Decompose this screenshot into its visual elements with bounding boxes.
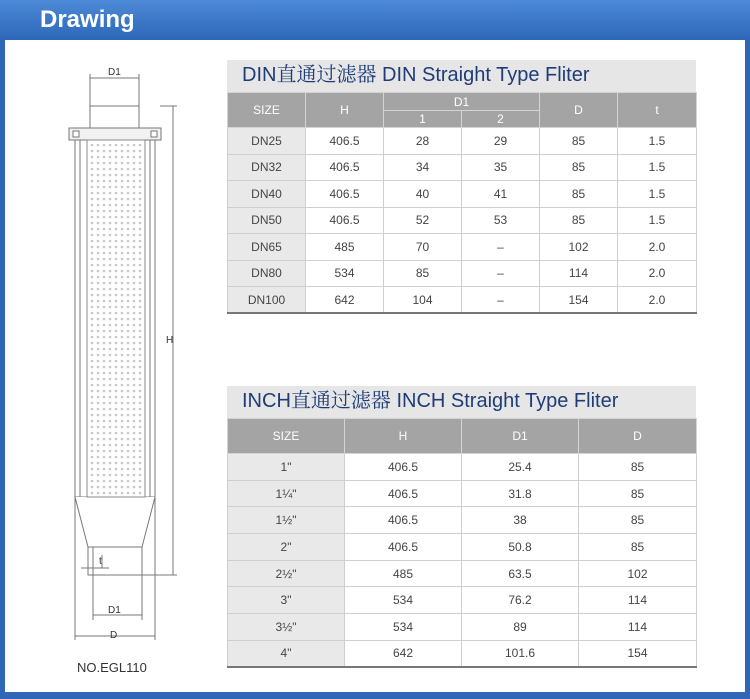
table-cell: 1.5: [618, 181, 697, 208]
table-cell: 50.8: [462, 534, 579, 561]
table-cell: 41: [462, 181, 540, 208]
table-row: [228, 507, 697, 534]
din-table-title: DIN直通过滤器 DIN Straight Type Fliter: [227, 60, 696, 92]
din-header-size: SIZE: [228, 93, 306, 128]
din-header-h: H: [306, 93, 384, 128]
d1-top-label: D1: [108, 67, 121, 78]
table-cell: 52: [384, 207, 462, 234]
table-cell: 154: [540, 287, 618, 314]
table-row: [228, 207, 697, 234]
table-cell: –: [462, 287, 540, 314]
table-cell: 485: [345, 560, 462, 587]
table-cell: 1.5: [618, 154, 697, 181]
table-cell: 2": [228, 534, 345, 561]
table-cell: 406.5: [345, 480, 462, 507]
table-cell: 406.5: [306, 181, 384, 208]
table-cell: 2.0: [618, 287, 697, 314]
table-cell: 102: [540, 234, 618, 261]
table-row: [228, 534, 697, 561]
inch-table: [227, 418, 697, 668]
table-row: [228, 560, 697, 587]
table-cell: 25.4: [462, 454, 579, 481]
table-cell: 85: [540, 128, 618, 155]
din-header-d1-1: 1: [384, 111, 462, 128]
table-cell: DN80: [228, 260, 306, 287]
table-row: [228, 640, 697, 667]
perforated-element: [87, 140, 145, 497]
table-cell: 29: [462, 128, 540, 155]
table-cell: 114: [540, 260, 618, 287]
table-cell: 534: [306, 260, 384, 287]
table-cell: 406.5: [306, 154, 384, 181]
table-cell: 63.5: [462, 560, 579, 587]
table-cell: 101.6: [462, 640, 579, 667]
table-cell: 154: [579, 640, 697, 667]
page-title: Drawing: [40, 6, 135, 33]
table-cell: 102: [579, 560, 697, 587]
drawing-caption: NO.EGL110: [77, 660, 147, 675]
table-cell: –: [462, 234, 540, 261]
table-cell: DN32: [228, 154, 306, 181]
content-panel: [5, 40, 745, 692]
table-cell: –: [462, 260, 540, 287]
table-cell: 406.5: [345, 507, 462, 534]
inch-header-d: D: [579, 419, 697, 454]
table-cell: 104: [384, 287, 462, 314]
filter-drawing: [5, 40, 230, 692]
table-cell: 4": [228, 640, 345, 667]
table-cell: 85: [579, 507, 697, 534]
table-cell: DN65: [228, 234, 306, 261]
table-row: [228, 614, 697, 641]
din-header-d1-2: 2: [462, 111, 540, 128]
table-cell: 114: [579, 614, 697, 641]
table-cell: 1½": [228, 507, 345, 534]
din-table-body: [228, 128, 697, 314]
table-cell: 35: [462, 154, 540, 181]
table-cell: 85: [540, 154, 618, 181]
table-cell: 34: [384, 154, 462, 181]
table-cell: 28: [384, 128, 462, 155]
header-bar: [0, 0, 750, 40]
table-cell: 31.8: [462, 480, 579, 507]
table-cell: DN25: [228, 128, 306, 155]
table-cell: 406.5: [306, 207, 384, 234]
table-cell: 70: [384, 234, 462, 261]
table-cell: 406.5: [345, 454, 462, 481]
table-row: [228, 128, 697, 155]
table-cell: 406.5: [306, 128, 384, 155]
table-cell: 534: [345, 614, 462, 641]
table-cell: 85: [540, 207, 618, 234]
table-cell: 85: [579, 534, 697, 561]
d1-bottom-label: D1: [108, 605, 121, 616]
table-cell: 534: [345, 587, 462, 614]
table-row: [228, 260, 697, 287]
table-cell: 85: [579, 454, 697, 481]
inch-table-title: INCH直通过滤器 INCH Straight Type Fliter: [227, 386, 696, 418]
inch-header-h: H: [345, 419, 462, 454]
table-cell: 85: [540, 181, 618, 208]
table-cell: 3½": [228, 614, 345, 641]
table-cell: 89: [462, 614, 579, 641]
din-header-t: t: [618, 93, 697, 128]
table-cell: 1.5: [618, 207, 697, 234]
table-cell: DN100: [228, 287, 306, 314]
table-row: [228, 587, 697, 614]
table-cell: 85: [579, 480, 697, 507]
table-cell: 38: [462, 507, 579, 534]
table-cell: 2.0: [618, 260, 697, 287]
din-header-d1: D1: [384, 93, 540, 111]
t-label: t: [99, 556, 102, 567]
table-cell: 2.0: [618, 234, 697, 261]
table-cell: 642: [345, 640, 462, 667]
table-cell: 40: [384, 181, 462, 208]
inch-header-size: SIZE: [228, 419, 345, 454]
h-label: H: [166, 335, 174, 346]
table-cell: 76.2: [462, 587, 579, 614]
table-cell: 85: [384, 260, 462, 287]
table-row: [228, 454, 697, 481]
table-cell: 406.5: [345, 534, 462, 561]
table-cell: DN50: [228, 207, 306, 234]
table-row: [228, 287, 697, 314]
inch-table-body: [228, 454, 697, 668]
table-cell: 3": [228, 587, 345, 614]
table-cell: 642: [306, 287, 384, 314]
table-cell: 114: [579, 587, 697, 614]
inch-header-d1: D1: [462, 419, 579, 454]
din-table: [227, 92, 697, 314]
table-cell: DN40: [228, 181, 306, 208]
table-row: [228, 234, 697, 261]
table-cell: 2½": [228, 560, 345, 587]
table-cell: 53: [462, 207, 540, 234]
table-cell: 1.5: [618, 128, 697, 155]
table-row: [228, 154, 697, 181]
table-cell: 485: [306, 234, 384, 261]
d-label: D: [110, 630, 118, 641]
table-row: [228, 181, 697, 208]
table-cell: 1": [228, 454, 345, 481]
din-header-d: D: [540, 93, 618, 128]
table-row: [228, 480, 697, 507]
table-cell: 1¼": [228, 480, 345, 507]
